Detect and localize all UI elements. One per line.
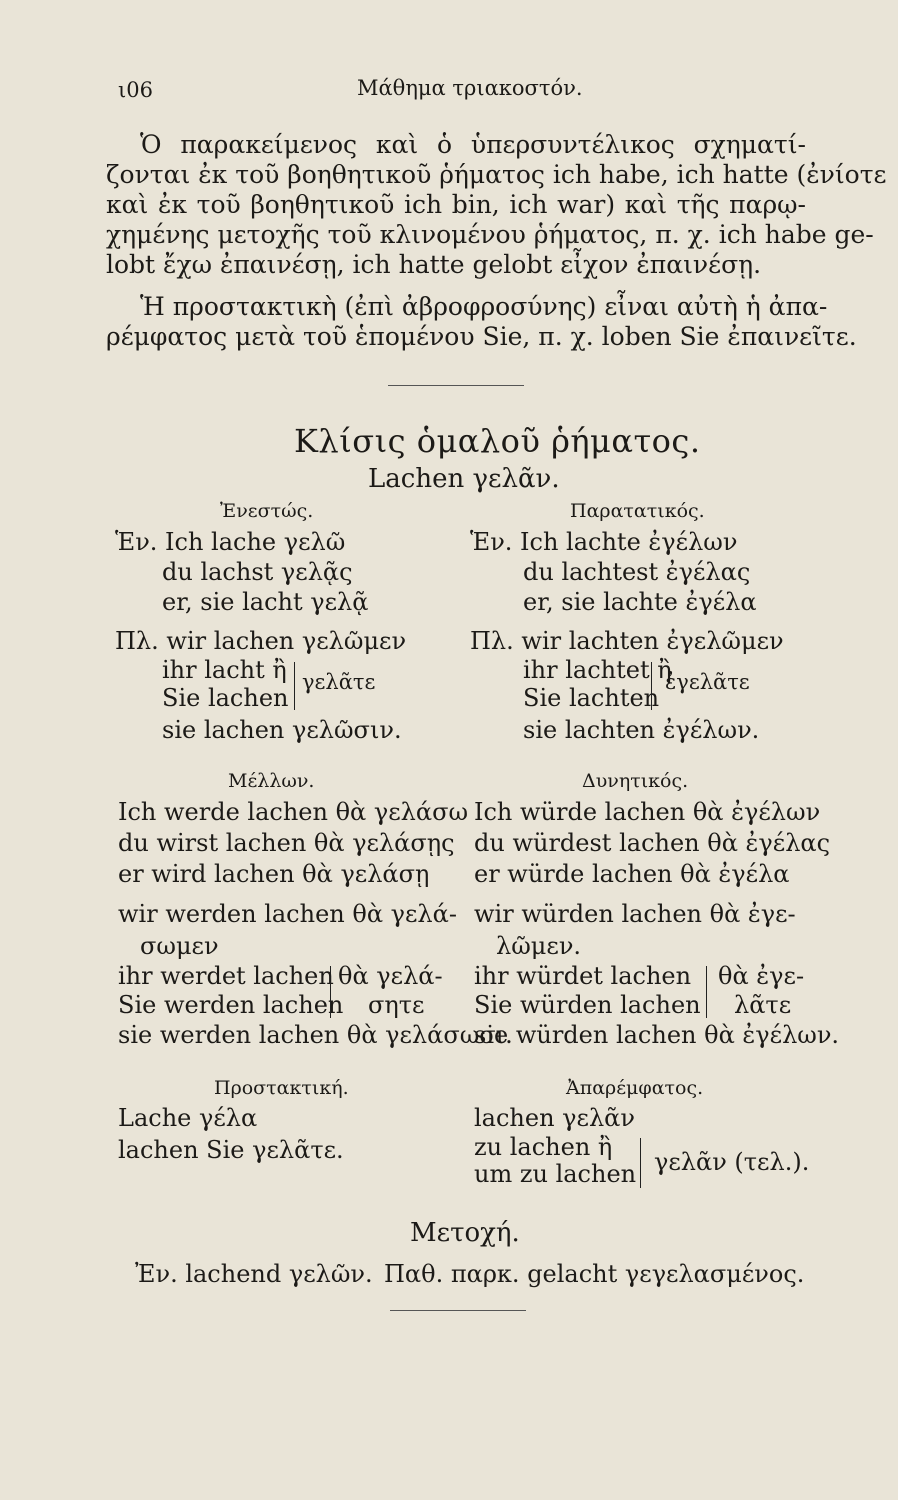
future-line: sie werden lachen θὰ γελάσωσι.: [118, 1021, 513, 1049]
future-line: Ich werde lachen θὰ γελάσω: [118, 798, 469, 826]
conditional-line: Sie würden lachen: [474, 991, 701, 1019]
paragraph-polite-imperative: [106, 292, 857, 352]
brace-text: ἐγελᾶτε: [665, 670, 750, 694]
conditional-heading: Δυνητικός.: [582, 770, 689, 792]
conditional-line: sie würden lachen θὰ ἐγέλων.: [474, 1021, 840, 1049]
section-title: Κλίσις ὁμαλοῦ ῥήματος.: [294, 422, 701, 460]
infinitive-line: zu lachen ἢ: [474, 1133, 613, 1161]
future-line: σωμεν: [140, 932, 219, 960]
brace-text: θὰ γελά-: [338, 962, 443, 990]
imperfect-line: ihr lachtet ἢ: [523, 656, 672, 684]
future-heading: Μέλλων.: [228, 770, 315, 792]
present-line: sie lachen γελῶσιν.: [162, 716, 402, 744]
brace: [634, 1138, 641, 1188]
text-line: χημένης μετοχῆς τοῦ κλινομένου ῥήματος, π. χ. ich habe ge-: [106, 220, 874, 249]
future-line: er wird lachen θὰ γελάσῃ: [118, 860, 430, 888]
imperfect-line: Ἑν. Ich lachte ἐγέλων: [470, 528, 738, 556]
brace-text: γελᾶν (τελ.).: [654, 1148, 810, 1176]
section-divider: [388, 385, 524, 386]
brace-text: θὰ ἐγε-: [718, 962, 805, 990]
infinitive-heading: Ἀπαρέμφατος.: [566, 1077, 704, 1099]
section-divider: [390, 1310, 526, 1311]
infinitive-line: um zu lachen: [474, 1160, 637, 1188]
text-line: lobt ἔχω ἐπαινέσῃ, ich hatte gelobt εἶχον ἐπαινέσῃ.: [106, 250, 762, 279]
verb-heading: Lachen γελᾶν.: [368, 464, 560, 494]
future-line: ihr werdet lachen: [118, 962, 334, 990]
imperfect-heading: Παρατατικός.: [570, 500, 705, 522]
present-line: du lachst γελᾷς: [162, 558, 353, 586]
text-line: Ὁ παρακείμενος καὶ ὁ ὑπερσυντέλικος σχηματί-: [140, 130, 806, 159]
text-line: καὶ ἐκ τοῦ βοηθητικοῦ ich bin, ich war) καὶ τῆς παρῳ-: [106, 190, 806, 219]
imperfect-line: Πλ. wir lachten ἐγελῶμεν: [470, 627, 784, 655]
present-heading: Ἐνεστώς.: [220, 500, 314, 522]
imperative-line: lachen Sie γελᾶτε.: [118, 1136, 344, 1164]
present-line: ihr lacht ἢ: [162, 656, 287, 684]
brace: [288, 662, 295, 710]
participle-past: Παθ. παρκ. gelacht γεγελασμένος.: [384, 1260, 805, 1288]
brace: [700, 966, 707, 1018]
text-line: Ἡ προστακτικὴ (ἐπὶ ἀβροφροσύνης) εἶναι αὐτὴ ἡ ἀπα-: [140, 292, 828, 321]
participle-present: Ἐν. lachend γελῶν.: [135, 1260, 373, 1288]
imperfect-line: Sie lachten: [523, 684, 660, 712]
paragraph-perfect-tenses: [106, 130, 887, 280]
brace: [324, 966, 331, 1018]
conditional-line: wir würden lachen θὰ ἐγε-: [474, 900, 796, 928]
conditional-line: du würdest lachen θὰ ἐγέλας: [474, 829, 831, 857]
running-head: Μάθημα τριακοστόν.: [357, 76, 583, 100]
conditional-line: Ich würde lachen θὰ ἐγέλων: [474, 798, 821, 826]
participle-heading: Μετοχή.: [410, 1218, 520, 1248]
imperative-line: Lache γέλα: [118, 1104, 258, 1132]
text-line: ρέμφατος μετὰ τοῦ ἑπομένου Sie, π. χ. loben Sie ἐπαινεῖτε.: [106, 322, 857, 351]
imperfect-line: er, sie lachte ἐγέλα: [523, 588, 757, 616]
conditional-line: λῶμεν.: [496, 932, 582, 960]
present-line: er, sie lacht γελᾷ: [162, 588, 369, 616]
imperfect-line: sie lachten ἐγέλων.: [523, 716, 760, 744]
future-line: du wirst lachen θὰ γελάσῃς: [118, 829, 455, 857]
infinitive-line: lachen γελᾶν: [474, 1104, 635, 1132]
brace-text: σητε: [368, 991, 425, 1019]
page-number: ι06: [118, 78, 153, 102]
present-line: Ἑν. Ich lache γελῶ: [115, 528, 346, 556]
brace-text: λᾶτε: [734, 991, 792, 1019]
present-line: Πλ. wir lachen γελῶμεν: [115, 627, 407, 655]
brace: [645, 662, 652, 710]
imperfect-line: du lachtest ἐγέλας: [523, 558, 751, 586]
present-line: Sie lachen: [162, 684, 289, 712]
conditional-line: er würde lachen θὰ ἐγέλα: [474, 860, 790, 888]
future-line: wir werden lachen θὰ γελά-: [118, 900, 457, 928]
imperative-heading: Προστακτική.: [214, 1077, 349, 1099]
brace-text: γελᾶτε: [302, 670, 376, 694]
text-line: ζονται ἐκ τοῦ βοηθητικοῦ ῥήματος ich habe, ich hatte (ἐνίοτε: [106, 160, 887, 189]
future-line: Sie werden lachen: [118, 991, 344, 1019]
conditional-line: ihr würdet lachen: [474, 962, 692, 990]
